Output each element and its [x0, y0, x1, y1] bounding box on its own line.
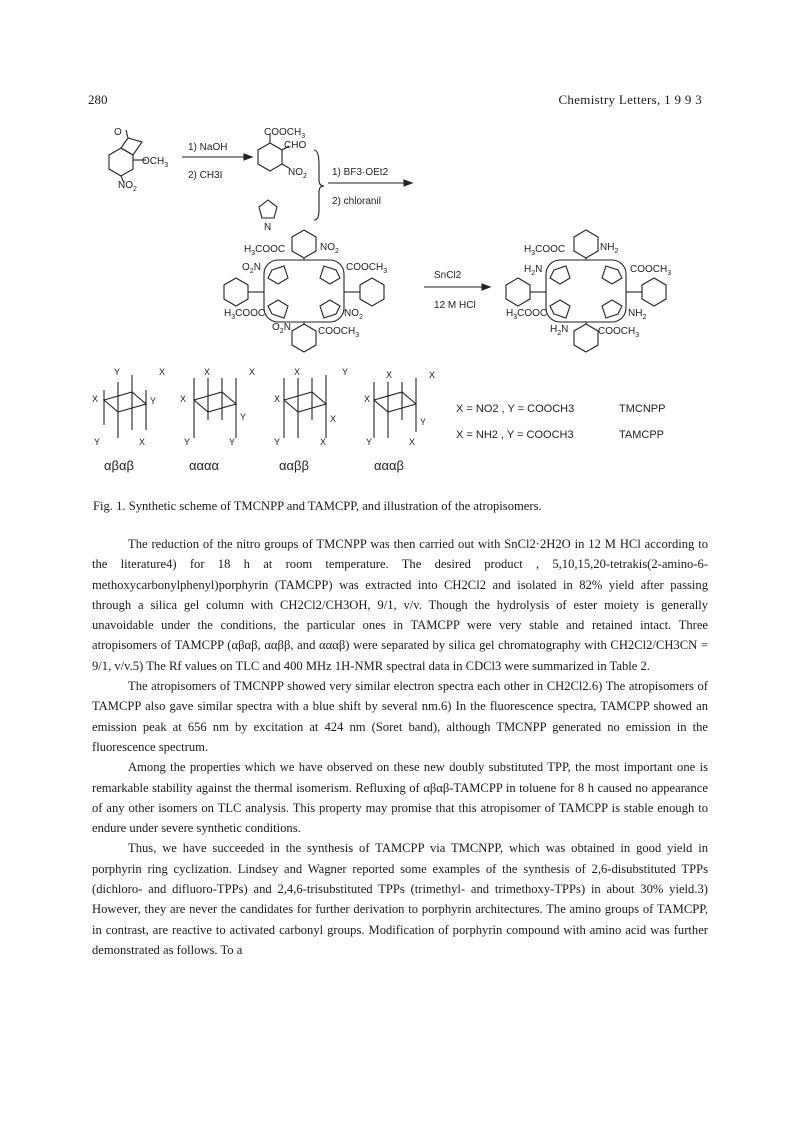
- svg-text:COOCH3: $COOCH_3$: [598, 326, 640, 339]
- svg-text:X: X: [386, 370, 393, 380]
- svg-text:Y: Y: [94, 437, 101, 447]
- svg-text:X: X: [294, 367, 301, 377]
- svg-text:H3COOC: $H_3COOC$: [506, 308, 548, 321]
- svg-text:NO2: $NO_2$: [118, 180, 137, 193]
- figure-caption: Fig. 1. Synthetic scheme of TMCNPP and TAMCPP, and illustration of the atropisomers.: [93, 499, 542, 513]
- svg-text:X: X: [429, 370, 436, 380]
- svg-text:OCH3: $OCH_3$: [142, 156, 169, 169]
- atropisomer-aabb: [284, 375, 326, 438]
- legend-tamcpp-definition: X = NH2 , Y = COOCH3: [456, 429, 574, 441]
- svg-text:H2N: $H_2N$: [550, 324, 569, 337]
- step3-reagent-2: 12 M HCl: [434, 300, 476, 311]
- svg-text:CHO: CHO: [284, 140, 307, 151]
- svg-text:Y: Y: [274, 437, 281, 447]
- svg-text:COOCH3: $COOCH_3$: [346, 262, 388, 275]
- svg-text:Y: Y: [150, 396, 157, 406]
- step3-reagent-1: SnCl2: [434, 270, 462, 281]
- svg-text:X: X: [204, 367, 211, 377]
- svg-text:X: X: [159, 367, 166, 377]
- legend-tamcpp-name: TAMCPP: [619, 429, 665, 441]
- journal-running-head: Chemistry Letters, 1 9 9 3: [558, 92, 702, 107]
- svg-text:X: X: [249, 367, 256, 377]
- svg-text:O2N: $O_2N$: [242, 262, 261, 275]
- svg-text:H3COOC: $H_3COOC$: [524, 244, 566, 257]
- reactant-brace: [314, 150, 324, 220]
- atropisomer-aaab: [374, 378, 416, 438]
- svg-text:COOCH3: $COOCH_3$: [630, 264, 672, 277]
- svg-text:X: X: [274, 394, 281, 404]
- svg-text:X: X: [330, 414, 337, 424]
- svg-text:NO2: $NO_2$: [288, 167, 307, 180]
- paragraph: Among the properties which we have observed on these new doubly substituted TPP, the most important one is remarkable stability against the thermal isomerism. Refluxing of αβαβ-TAMCPP in toluene for 8 h caused no appearance of any other isomers on TLC analysis. This property may promise that this atropisomer of TAMCPP is stable enough to endure under severe synthetic conditions.: [92, 760, 708, 836]
- svg-text:NH2: $NH_2$: [600, 242, 619, 255]
- svg-text:X: X: [139, 437, 146, 447]
- svg-text:N: N: [264, 222, 272, 233]
- svg-text:X: X: [364, 394, 371, 404]
- svg-text:NH2: $NH_2$: [628, 308, 647, 321]
- legend-tmcnpp-definition: X = NO2 , Y = COOCH3: [456, 403, 575, 415]
- svg-text:H2N: $H_2N$: [524, 264, 543, 277]
- step2-reagent-2: 2) chloranil: [332, 196, 381, 207]
- isomer-label-abab: αβαβ: [104, 458, 134, 473]
- atropisomer-aaaa: [194, 378, 236, 438]
- svg-text:Y: Y: [342, 367, 349, 377]
- synthetic-scheme-figure: [84, 120, 724, 500]
- svg-text:Y: Y: [114, 367, 121, 377]
- step2-reagent-1: 1) BF3·OEt2: [332, 167, 389, 178]
- svg-text:X: X: [409, 437, 416, 447]
- svg-text:Y: Y: [184, 437, 191, 447]
- paragraph: The reduction of the nitro groups of TMCNPP was then carried out with SnCl2·2H2O in 12 M HCl according to the literature4) for 18 h at room temperature. The desired product , 5,10,15,20-tetrakis(2-amino-6-methoxycarbonylphenyl)porphyrin (TAMCPP) was extracted into CH2Cl2 and isolated in 82% yield after passing through a silica gel column with CH2Cl2/CH3OH, 9/1, v/v. Though the hydrolysis of ester moiety is generally unavoidable under the conditions, the particular ones in TAMCPP were very stable and retained intact. Three atropisomers of TAMCPP (αβαβ, ααββ, and αααβ) were separated by silica gel chromatography with CH2Cl2/CH3CN = 9/1, v/v.5) The Rf values on TLC and 400 MHz 1H-NMR spectral data in CDCl3 were summarized in Table 2.: [92, 537, 708, 673]
- svg-text:COOCH3: $COOCH_3$: [318, 326, 360, 339]
- svg-text:X: X: [92, 394, 99, 404]
- atropisomer-abab: [104, 375, 146, 438]
- paragraph: Thus, we have succeeded in the synthesis of TAMCPP via TMCNPP, which was obtained in good yield in porphyrin ring cyclization. Lindsey and Wagner reported some examples of the synthesis of 2,6-disubstituted TPPs (dichloro- and difluoro-TPPs) and 2,4,6-trisubstituted TPPs (trimethyl- and trimethoxy-TPPs) in about 30% yield.3) However, they are never the candidates for further derivation to porphyrin architectures. The amino groups of TAMCPP, in contrast, are reactive to activated carbonyl groups. Modification of porphyrin compound with amino acid was further demonstrated as follows. To a: [92, 841, 708, 957]
- svg-text:NO2: $NO_2$: [320, 242, 339, 255]
- svg-text:Y: Y: [240, 412, 247, 422]
- pyrrole-structure: [259, 200, 277, 218]
- isomer-label-aaab: αααβ: [374, 458, 405, 473]
- svg-text:NO2: $NO_2$: [344, 308, 363, 321]
- page-number: 280: [88, 92, 108, 107]
- svg-text:H3COOC: $H_3COOC$: [224, 308, 266, 321]
- svg-text:O2N: $O_2N$: [272, 322, 291, 335]
- step1-reagent-1: 1) NaOH: [188, 142, 228, 153]
- svg-text:X: X: [180, 394, 187, 404]
- svg-text:Y: Y: [420, 417, 427, 427]
- step1-reagent-2: 2) CH3I: [188, 170, 223, 181]
- svg-text:Y: Y: [229, 437, 236, 447]
- svg-text:COOCH3: $COOCH_3$: [264, 127, 306, 140]
- isomer-label-aabb: ααββ: [279, 458, 309, 473]
- paragraph: The atropisomers of TMCNPP showed very similar electron spectra each other in CH2Cl2.6) The atropisomers of TAMCPP also gave similar spectra with a blue shift by several nm.6) In the fluorescence spectra, TAMCPP showed an emission peak at 656 nm by excitation at 424 nm (Soret band), although TMCNPP generated no emission in the fluorescence spectrum.: [92, 679, 708, 754]
- legend-tmcnpp-name: TMCNPP: [619, 403, 666, 415]
- svg-text:H3COOC: $H_3COOC$: [244, 244, 286, 257]
- svg-text:O: O: [114, 127, 122, 138]
- isomer-label-aaaa: αααα: [189, 458, 220, 473]
- svg-text:Y: Y: [366, 437, 373, 447]
- body-text: [92, 534, 708, 960]
- svg-text:X: X: [320, 437, 327, 447]
